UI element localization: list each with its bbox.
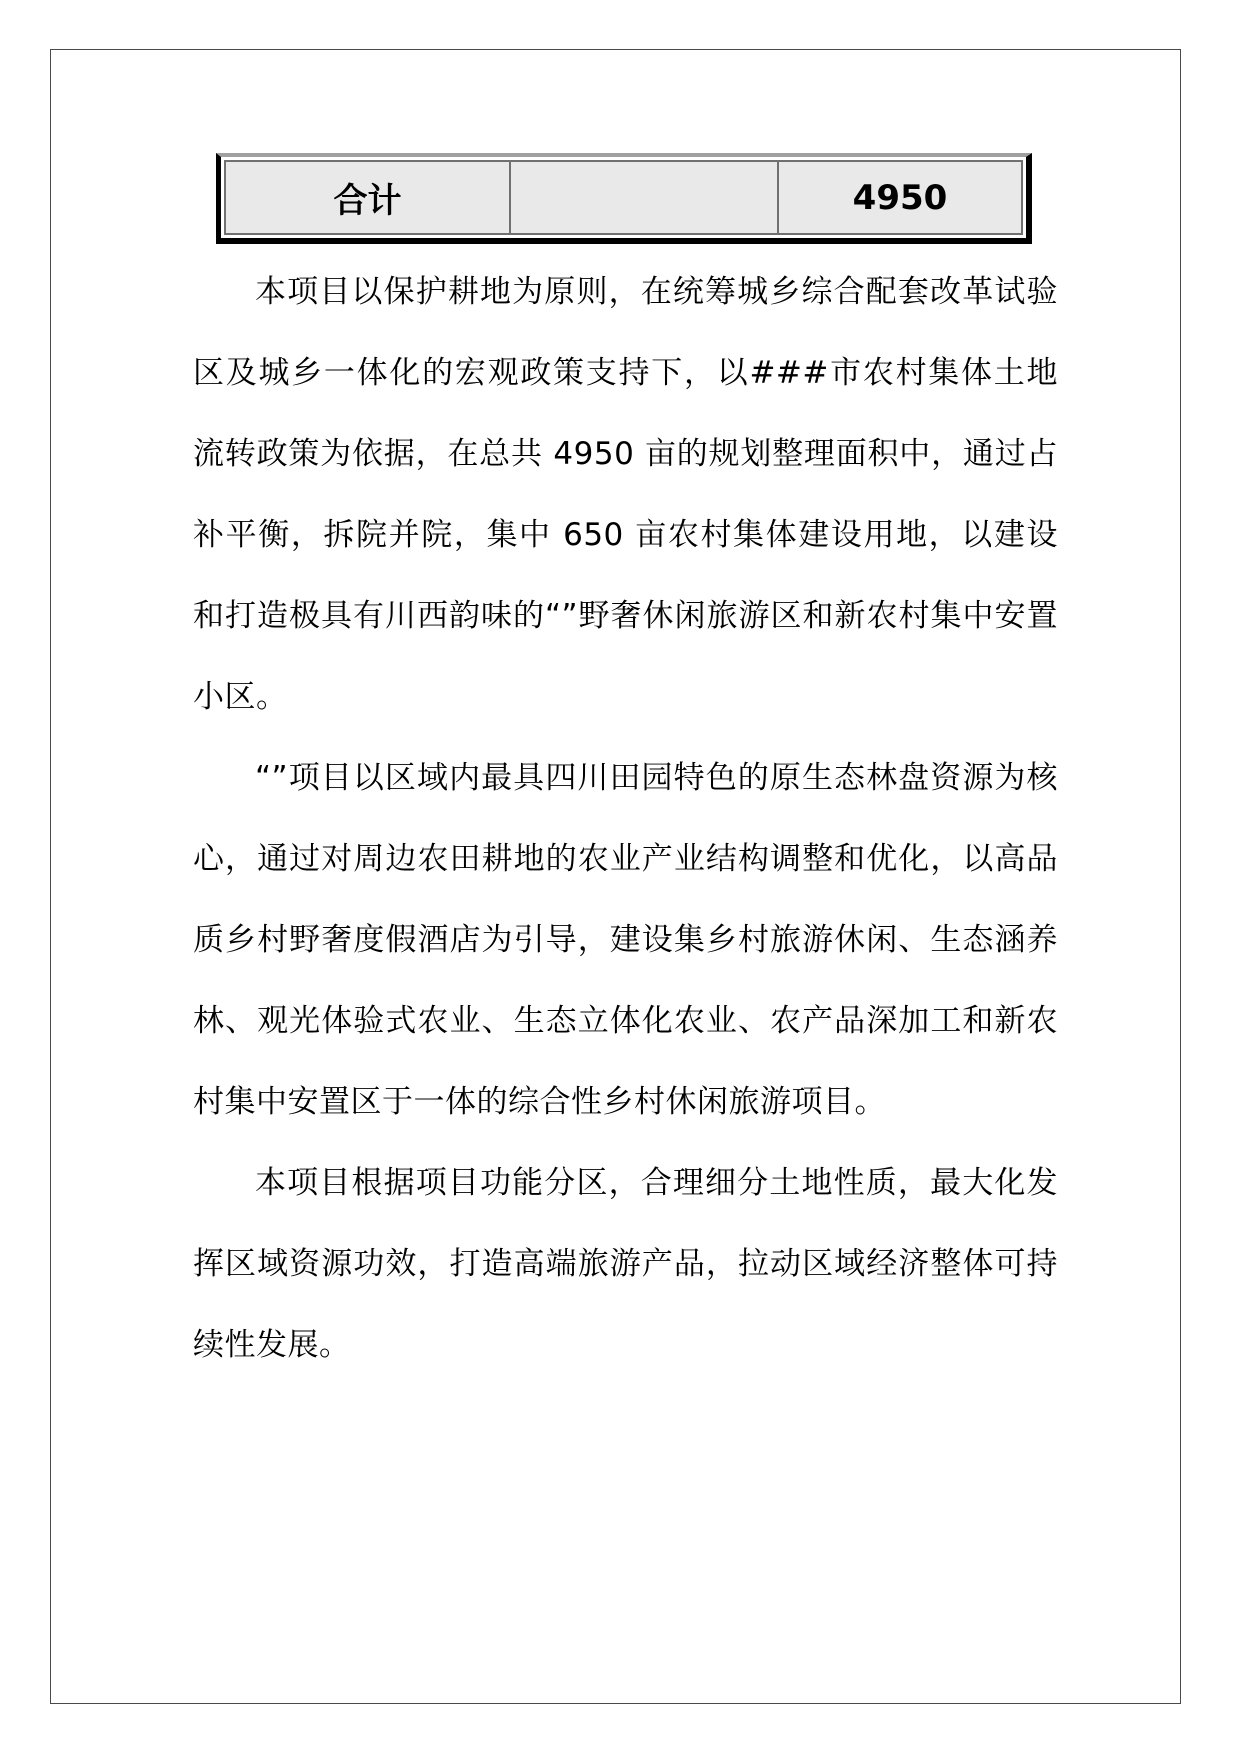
paragraph-1: 本项目以保护耕地为原则，在统筹城乡综合配套改革试验区及城乡一体化的宏观政策支持下，以###市农村集体土地流转政策为依据，在总共 4950 亩的规划整理面积中，通过占补平衡，拆院并院，集中 650 亩农村集体建设用地，以建设和打造极具有川西韵味的“”野奢休闲旅游区和新农村集中安置小区。 xyxy=(193,274,1058,715)
summary-table-grid xyxy=(224,160,1023,235)
body-text xyxy=(193,252,1058,1386)
empty-cell xyxy=(510,161,778,234)
summary-table xyxy=(216,153,1032,244)
paragraph-2: “”项目以区域内最具四川田园特色的原生态林盘资源为核心，通过对周边农田耕地的农业产业结构调整和优化，以高品质乡村野奢度假酒店为引导，建设集乡村旅游休闲、生态涵养林、观光体验式农业、生态立体化农业、农产品深加工和新农村集中安置区于一体的综合性乡村休闲旅游项目。 xyxy=(193,760,1058,1120)
paragraph-3: 本项目根据项目功能分区，合理细分土地性质，最大化发挥区域资源功效，打造高端旅游产品，拉动区域经济整体可持续性发展。 xyxy=(193,1165,1058,1363)
total-label-cell: 合计 xyxy=(225,161,510,234)
table-row xyxy=(225,161,1022,234)
total-value-cell: 4950 xyxy=(778,161,1022,234)
